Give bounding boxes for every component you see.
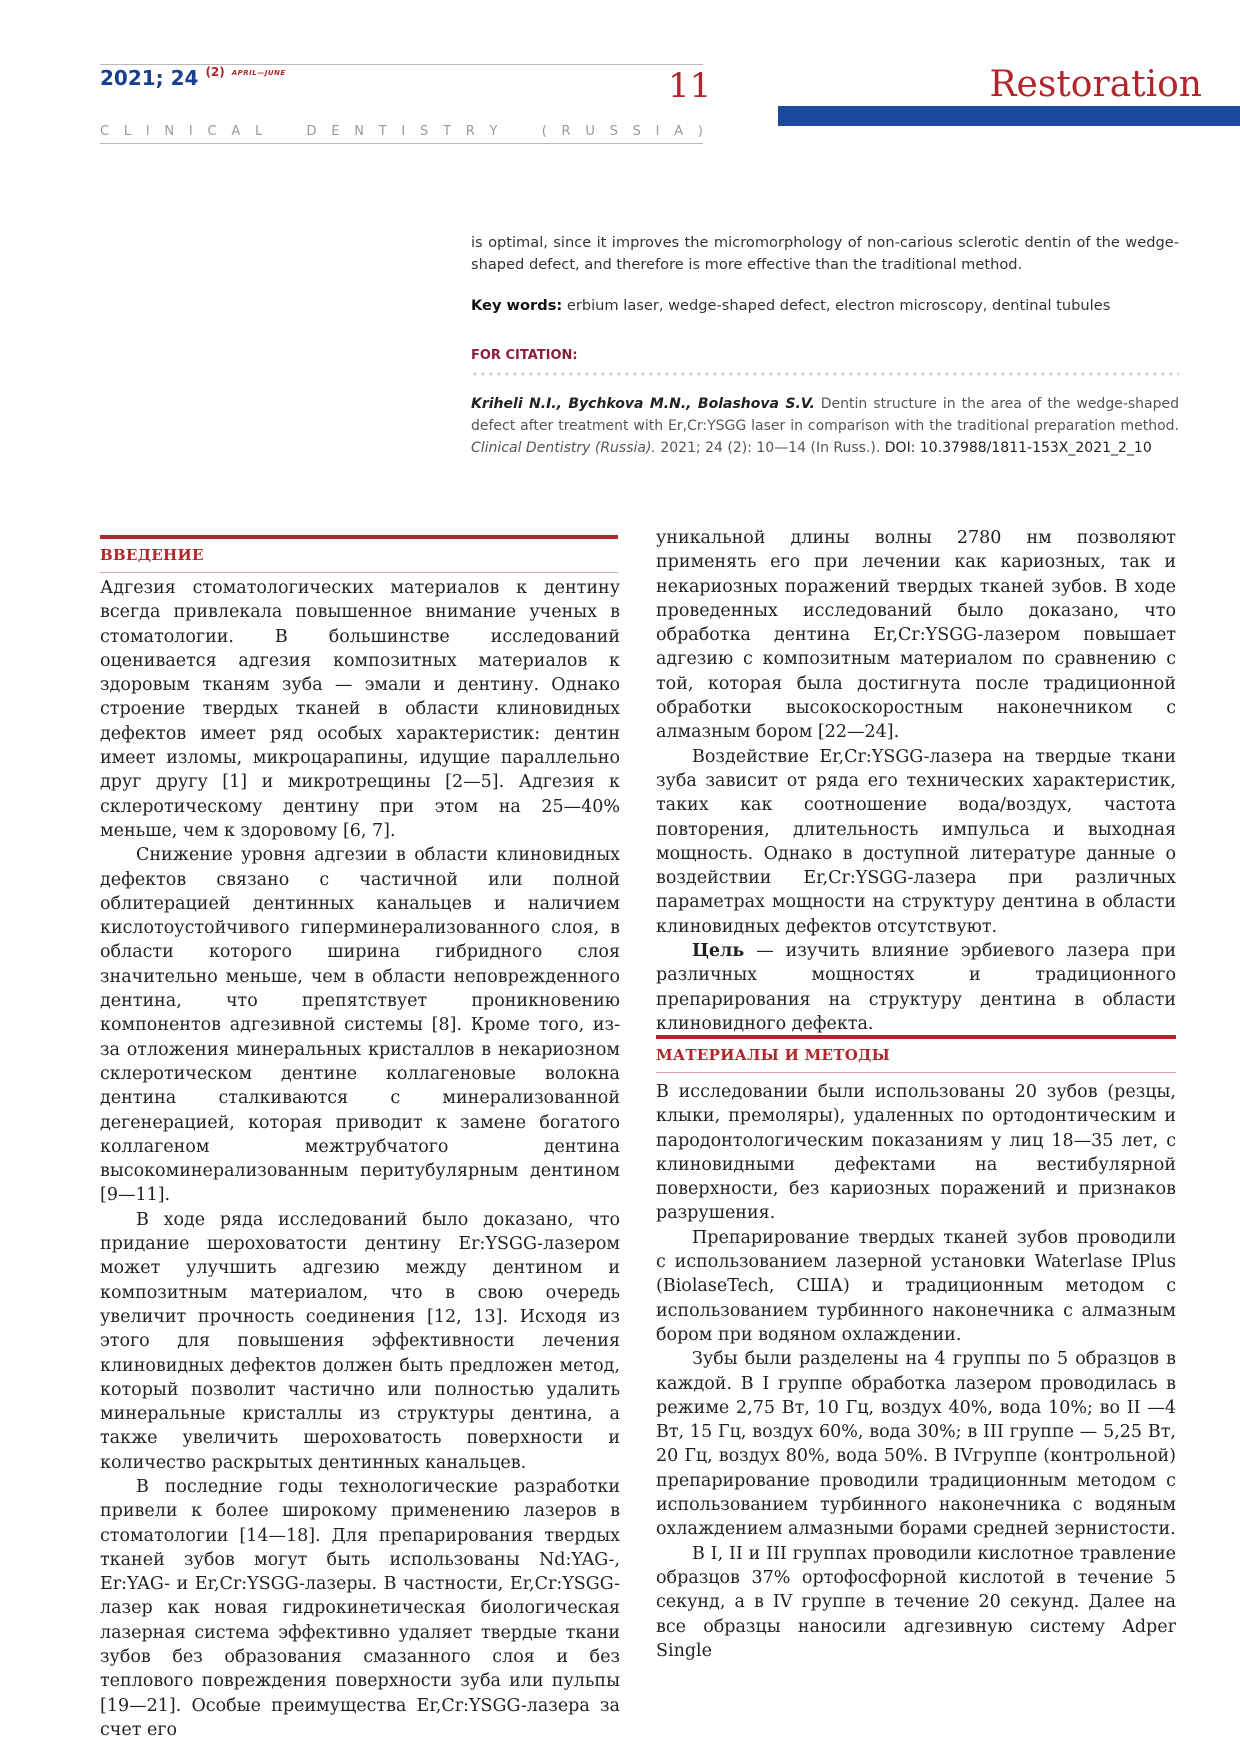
keywords-label: Key words: [471, 297, 563, 314]
journal-letter: L [254, 124, 263, 139]
citation-title: Dentin structure in the area of the wedge-shaped defect after treatment with Er,Cr:YSGG laser in comparison with the traditional preparation method. [471, 396, 1180, 434]
journal-letter: R [561, 124, 571, 139]
journal-letter: N [164, 124, 175, 139]
intro-paragraph-2: Снижение уровня адгезии в области клиновидных дефектов связано с частичной или полной облитерацией дентинных канальцев и наличием кислотоустойчивого гиперминерализованного слоя, в области которого ширина гибридного слоя значительно меньше, чем в области неповрежденного дентина, что препятствует проникновению компонентов адгезивной системы [8]. Кроме того, из-за отложения минеральных кристаллов в некариозном склеротическом дентине коллагеновые волокна дентина сталкиваются с минерализованной дегенерацией, которая приводит к замене богатого коллагеном межтрубчатого дентина высокоминерализованным перитубулярным дентином [9—11]. [100, 845, 620, 1206]
journal-letter: U [585, 124, 595, 139]
issue-info [100, 66, 286, 90]
journal-letter: I [188, 124, 193, 139]
abstract-text: is optimal, since it improves the micromorphology of non-carious sclerotic dentin of the wedge-shaped defect, and therefore is more effective than the traditional method. [471, 234, 1179, 273]
header-rule-bottom [100, 143, 703, 144]
intro-heading: ВВЕДЕНИЕ [100, 546, 204, 564]
journal-letter: S [632, 124, 641, 139]
journal-letter: ) [697, 124, 703, 139]
methods-heading-bar [656, 1035, 1176, 1039]
intro-paragraph-3: В ходе ряда исследований было доказано, что придание шероховатости дентину Er:YSGG-лазером может улучшить адгезию между дентином и композитным материалом, что в свою очередь увеличит прочность соединения [12, 13]. Исходя из этого для повышения эффективности лечения клиновидных дефектов должен быть предложен метод, который позволит частично или полностью удалить минеральные кристаллы из структуры дентина, а также увеличить шероховатость поверхности и количество раскрытых дентинных канальцев. [100, 1209, 620, 1473]
keywords-list: erbium laser, wedge-shaped defect, electron microscopy, dentinal tubules [566, 297, 1111, 314]
journal-letter: C [100, 124, 110, 139]
intro-paragraph-1: Адгезия стоматологических материалов к дентину всегда привлекала повышенное внимание ученых в стоматологии. В большинстве исследований оценивается адгезия композитных материалов к здоровым тканям зуба — эмали и дентину. Однако строение твердых тканей в области клиновидных дефектов имеет ряд особых характеристик: дентин имеет изломы, микроцарапины, идущие параллельно друг другу [1] и микротрещины [2—5]. Адгезия к склеротическому дентину при этом на 25—40% меньше, чем к здоровому [6, 7]. [100, 578, 620, 841]
journal-letter: L [123, 124, 132, 139]
methods-heading-rule [656, 1072, 1176, 1073]
journal-name [100, 124, 703, 139]
journal-letter: N [354, 124, 364, 139]
journal-letter: ( [541, 124, 547, 139]
citation-authors: Kriheli N.I., Bychkova M.N., Bolashova S.V. [471, 396, 815, 412]
methods-heading: МАТЕРИАЛЫ И МЕТОДЫ [656, 1046, 891, 1064]
journal-letter: S [609, 124, 618, 139]
right-column [656, 526, 1176, 1036]
section-title: Restoration [989, 64, 1202, 105]
year-volume: 2021; 24 [100, 66, 199, 90]
intro-paragraph-6: Воздействие Er,Cr:YSGG-лазера на твердые ткани зуба зависит от ряда его технических характеристик, таких как соотношение вода/воздух, частота повторения, длительность импульса и выходная мощность. Однако в доступной литературе данные о воздействии Er,Cr:YSGG-лазера при различных параметрах мощности на структуру дентина в области клиновидных дефектов отсутствуют. [656, 746, 1176, 937]
keywords [471, 295, 1179, 317]
methods-paragraph-4: В I, II и III группах проводили кислотное травление образцов 37% ортофосфорной кислотой в течение 5 секунд, а в IV группе в течение 20 секунд. Далее на все образцы наносили адгезивную систему Adper Single [656, 1543, 1176, 1661]
issue-months: APRIL—JUNE [231, 69, 286, 77]
journal-letter: I [655, 124, 660, 139]
page-number: 11 [668, 66, 712, 106]
journal-letter: T [443, 124, 451, 139]
methods-paragraph-3: Зубы были разделены на 4 группы по 5 образцов в каждой. В I группе обработка лазером проводилась в режиме 2,75 Вт, 10 Гц, воздух 40%, вода 10%; во II —4 Вт, 15 Гц, воздух 60%, вода 30%; в III группе — 5,25 Вт, 20 Гц, воздух 80%, вода 50%. В IVгруппе (контрольной) препарирование проводили традиционным методом с использованием турбинного наконечника с водяным охлаждением алмазными борами средней зернистости. [656, 1349, 1176, 1540]
journal-letter: I [145, 124, 150, 139]
methods-body [656, 1080, 1176, 1663]
intro-paragraph-5: уникальной длины волны 2780 нм позволяют применять его при лечении как кариозных, так и некариозных поражений твердых тканей зубов. В ходе проведенных исследований было доказано, что обработка дентина Er,Cr:YSGG-лазером повышает адгезию с композитным материалом по сравнению с той, которая была достигнута после традиционной обработки высокоскоростным наконечником с алмазным бором [22—24]. [656, 528, 1176, 743]
left-column [100, 576, 620, 1742]
journal-letter: C [207, 124, 217, 139]
intro-heading-rule [100, 572, 618, 573]
header-rule-top [100, 64, 703, 65]
intro-paragraph-4: В последние годы технологические разработки привели к более широкому применению лазеров в стоматологии [14—18]. Для препарирования твердых тканей зубов могут быть использованы Nd:YAG-, Er:YAG- и Er,Cr:YSGG-лазеры. В частности, Er,Cr:YSGG-лазер как новая гидрокинетическая биологическая лазерная система эффективно удаляет твердые ткани зубов без образования смазанного слоя и без теплового повреждения поверхности зуба или пульпы [19—21]. Особые преимущества Er,Cr:YSGG-лазера за счет его [100, 1476, 620, 1740]
journal-letter: A [231, 124, 241, 139]
section-color-bar [778, 106, 1240, 126]
journal-letter: A [674, 124, 684, 139]
citation-doi: DOI: 10.37988/1811-153X_2021_2_10 [884, 440, 1152, 456]
aim-label: Цель [692, 941, 745, 962]
journal-letter: Y [489, 124, 498, 139]
journal-letter: T [378, 124, 387, 139]
citation-label: FOR CITATION: [471, 348, 578, 363]
citation-details: 2021; 24 (2): 10—14 (In Russ.). [660, 440, 881, 456]
citation-block [471, 393, 1179, 459]
journal-letter: I [401, 124, 406, 139]
journal-letter: R [465, 124, 475, 139]
journal-letter: S [420, 124, 429, 139]
methods-paragraph-2: Препарирование твердых тканей зубов проводили с использованием лазерной установки Waterlase IPlus (BiolaseTech, США) и традиционным методом с использованием турбинного наконечника с алмазным бором при водяном охлаждении. [656, 1227, 1176, 1345]
aim-text: — изучить влияние эрбиевого лазера при различных мощностях и традиционного препарирования на структуру дентина в области клиновидного дефекта. [656, 941, 1176, 1034]
citation-journal: Clinical Dentistry (Russia). [471, 440, 656, 456]
methods-paragraph-1: В исследовании были использованы 20 зубов (резцы, клыки, премоляры), удаленных по ортодонтическим и пародонтологическим показаниям у лиц 18—35 лет, с клиновидными дефектами на вестибулярной поверхности, без кариозных поражений и признаков разрушения. [656, 1082, 1176, 1224]
journal-letter: E [331, 124, 340, 139]
aim-paragraph [656, 939, 1176, 1036]
journal-letter: D [306, 124, 317, 139]
intro-heading-bar [100, 535, 618, 539]
dotted-divider [471, 372, 1179, 376]
issue-number: (2) [205, 65, 225, 79]
